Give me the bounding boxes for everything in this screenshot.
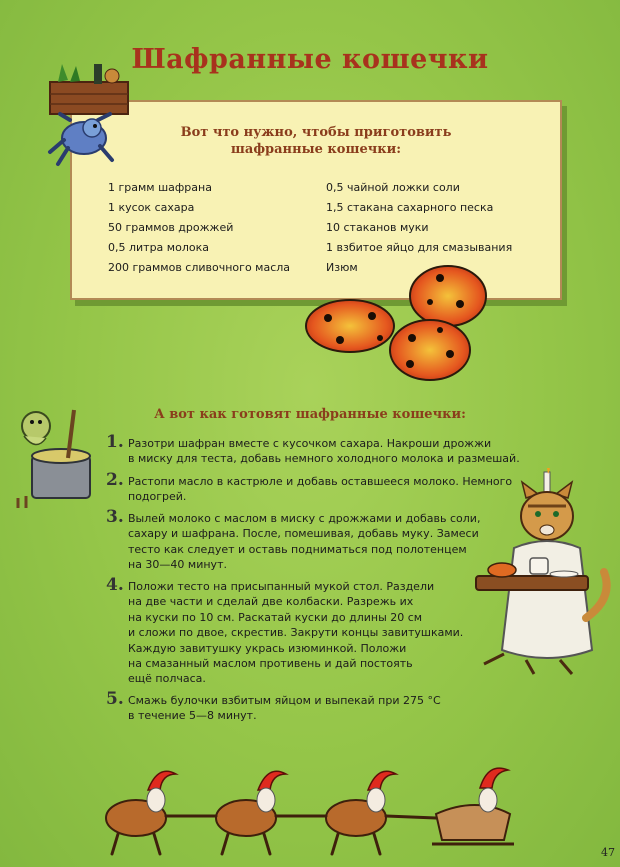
step-line: на 30—40 минут.	[128, 558, 227, 572]
step-line: на куски по 10 см. Раскатай куски до длины 20 см	[128, 610, 423, 624]
step-text	[128, 511, 480, 573]
step-line: Положи тесто на присыпанный мукой стол. Раздели	[128, 580, 435, 593]
step-line: Растопи масло в кастрюле и добавь оставшееся молоко. Немного	[128, 475, 513, 488]
step-line: в миску для теста, добавь немного холодного молока и размешай.	[128, 452, 520, 466]
step-line: ещё полчаса.	[128, 672, 206, 686]
ingredient-item: 0,5 чайной ложки соли	[326, 181, 460, 194]
step-text	[128, 693, 441, 724]
steps-heading: А вот как готовят шафранные кошечки:	[154, 407, 466, 422]
ingredient-item: 1 взбитое яйцо для смазывания	[326, 241, 513, 254]
page-title: Шафранные кошечки	[131, 44, 489, 75]
ingredient-item: Изюм	[326, 261, 358, 274]
saffron-buns-illustration	[300, 256, 490, 386]
ingredients-heading	[72, 124, 560, 158]
step-line: тесто как следует и оставь подниматься под полотенцем	[128, 542, 467, 556]
step-number: 4.	[106, 575, 124, 595]
ingredient-item: 1 кусок сахара	[108, 201, 195, 214]
step-line: Каждую завитушку укрась изюминкой. Положи	[128, 641, 407, 655]
gnome-basket-illustration	[40, 60, 140, 170]
cat-with-tray-illustration	[468, 468, 616, 680]
step-text	[128, 436, 520, 467]
step-line: Вылей молоко с маслом в миску с дрожжами и добавь соли,	[128, 512, 481, 525]
step-line: Разотри шафран вместе с кусочком сахара. Накроши дрожжи	[128, 437, 492, 450]
ingredient-item: 1 грамм шафрана	[108, 181, 212, 194]
step-text	[128, 579, 463, 687]
step-line: подогрей.	[128, 490, 187, 504]
step-line: и сложи по двое, скрестив. Закрути концы завитушками.	[128, 626, 464, 640]
step-number: 2.	[106, 470, 124, 490]
ingredient-item: 200 граммов сливочного масла	[108, 261, 291, 274]
ingredient-item: 50 граммов дрожжей	[108, 221, 234, 234]
cooking-gnome-illustration	[12, 404, 104, 508]
ingredient-item: 1,5 стакана сахарного песка	[326, 201, 494, 214]
ingredients-heading-line2: шафранные кошечки:	[230, 142, 402, 157]
step-line: на смазанный маслом противень и дай постоять	[128, 657, 413, 671]
ingredient-item: 0,5 литра молока	[108, 241, 209, 254]
step-line: на две части и сделай две колбаски. Разрежь их	[128, 595, 414, 609]
step-number: 5.	[106, 689, 124, 709]
step-line: Смажь булочки взбитым яйцом и выпекай при 275 °С	[128, 694, 441, 707]
gnome-sleigh-illustration	[96, 760, 526, 860]
ingredients-left-column	[108, 178, 290, 278]
ingredient-item: 10 стаканов муки	[326, 221, 429, 234]
step-line: в течение 5—8 минут.	[128, 709, 257, 723]
page-number: 47	[601, 846, 615, 859]
ingredients-heading-line1: Вот что нужно, чтобы приготовить	[180, 125, 452, 140]
step-text	[128, 474, 512, 505]
step-line: сахару и шафрана. После, помешивая, добавь муку. Замеси	[128, 527, 479, 541]
step-number: 3.	[106, 507, 124, 527]
step-number: 1.	[106, 432, 124, 452]
